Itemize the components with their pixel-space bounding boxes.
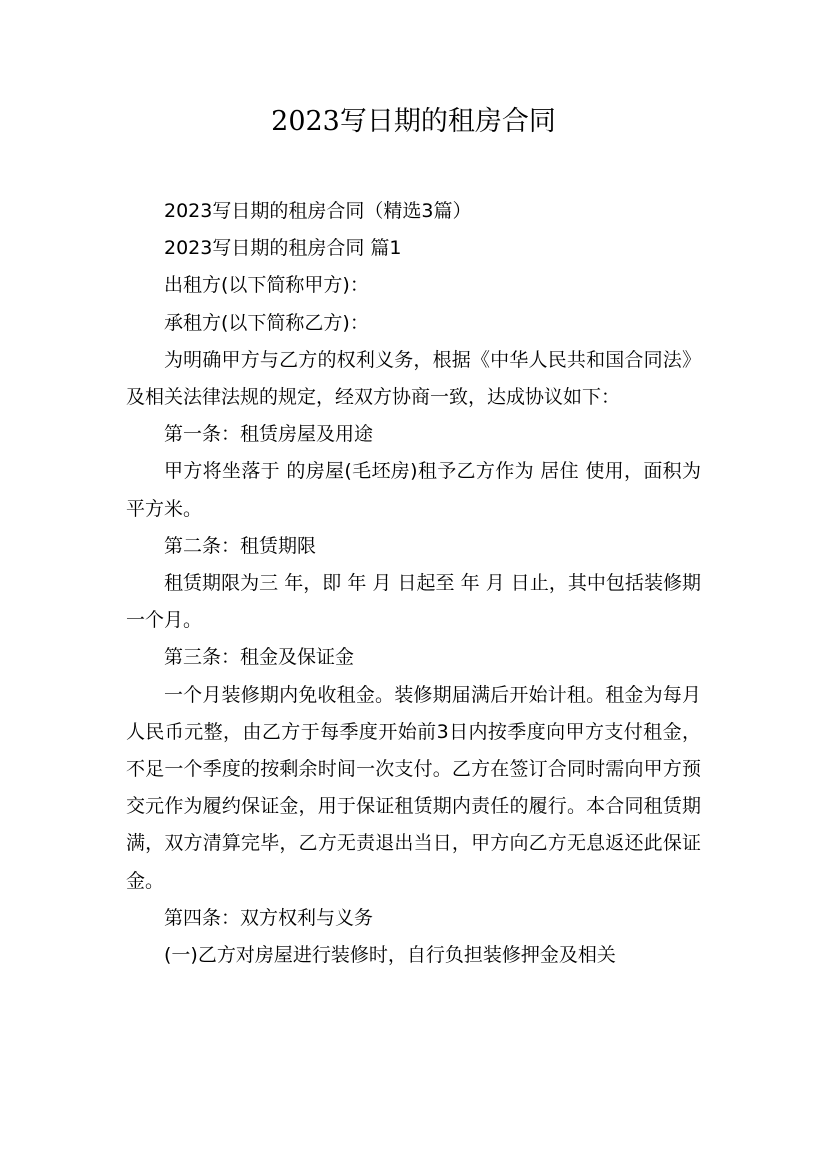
paragraph-section-heading: 2023写日期的租房合同 篇1 (164, 237, 402, 260)
document-body (126, 193, 701, 974)
paragraph-lessor: 出租方(以下简称甲方)： (164, 274, 369, 297)
paragraph-preamble: 为明确甲方与乙方的权利义务，根据《中华人民共和国合同法》及相关法律法规的规定，经双方协商一致，达成协议如下： (126, 348, 701, 409)
document-title: 2023写日期的租房合同 (271, 106, 556, 137)
paragraph-lessee: 承租方(以下简称乙方)： (164, 311, 369, 334)
paragraph-article-3-body: 一个月装修期内免收租金。装修期届满后开始计租。租金为每月人民币元整，由乙方于每季度开始前3日内按季度向甲方支付租金，不足一个季度的按剩余时间一次支付。乙方在签订合同时需向甲方预交元作为履约保证金，用于保证租赁期内责任的履行。本合同租赁期满，双方清算完毕，乙方无责退出当日，甲方向乙方无息返还此保证金。 (126, 683, 701, 892)
paragraph-article-2-body: 租赁期限为三 年，即 年 月 日起至 年 月 日止，其中包括装修期一个月。 (126, 572, 701, 632)
paragraph-subtitle: 2023写日期的租房合同（精选3篇） (164, 200, 472, 222)
paragraph-article-4-item-1: (一)乙方对房屋进行装修时，自行负担装修押金及相关 (164, 944, 616, 967)
paragraph-article-1-heading: 第一条：租赁房屋及用途 (164, 423, 374, 446)
paragraph-article-2-heading: 第二条：租赁期限 (164, 534, 317, 557)
paragraph-article-3-heading: 第三条：租金及保证金 (164, 646, 355, 669)
paragraph-article-4-heading: 第四条：双方权利与义务 (164, 906, 374, 929)
paragraph-article-1-body: 甲方将坐落于 的房屋(毛坯房)租予乙方作为 居住 使用，面积为 平方米。 (126, 460, 701, 520)
